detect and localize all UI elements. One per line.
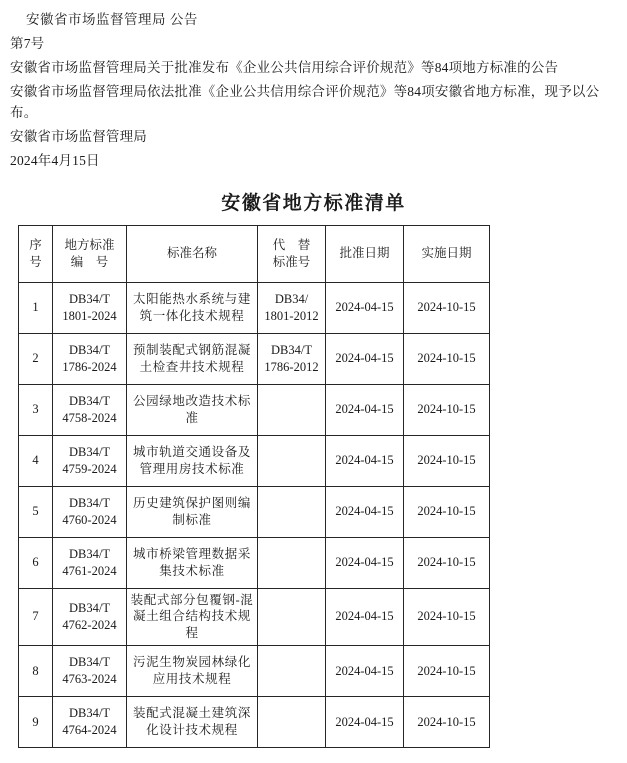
cell-seq: 4 bbox=[19, 435, 53, 486]
notice-body: 安徽省市场监督管理局依法批准《企业公共信用综合评价规范》等84项安徽省地方标准，现予以公布。 bbox=[10, 83, 600, 120]
cell-seq: 7 bbox=[19, 588, 53, 646]
cell-code bbox=[53, 646, 127, 697]
cell-alt-code bbox=[258, 697, 326, 748]
cell-code-line2: 4758-2024 bbox=[62, 410, 117, 425]
cell-impl-date: 2024-10-15 bbox=[404, 646, 490, 697]
table-row bbox=[19, 435, 490, 486]
cell-code-line1: DB34/T bbox=[69, 342, 110, 357]
cell-approve-date: 2024-04-15 bbox=[326, 333, 404, 384]
column-header-alt-line1: 代 替 bbox=[272, 237, 311, 252]
column-header-code-line2: 编 号 bbox=[70, 254, 109, 269]
cell-alt-code bbox=[258, 537, 326, 588]
cell-code-line2: 4759-2024 bbox=[62, 461, 117, 476]
notice-number: 第7号 bbox=[10, 36, 45, 51]
cell-approve-date: 2024-04-15 bbox=[326, 646, 404, 697]
cell-code-line2: 4760-2024 bbox=[62, 512, 117, 527]
cell-seq: 9 bbox=[19, 697, 53, 748]
cell-approve-date: 2024-04-15 bbox=[326, 384, 404, 435]
cell-impl-date: 2024-10-15 bbox=[404, 486, 490, 537]
table-row bbox=[19, 282, 490, 333]
agency-notice-line: 安徽省市场监督管理局 公告 bbox=[26, 12, 198, 27]
cell-impl-date: 2024-10-15 bbox=[404, 282, 490, 333]
cell-code-line2: 4763-2024 bbox=[62, 672, 117, 687]
cell-standard-name: 太阳能热水系统与建筑一体化技术规程 bbox=[127, 282, 258, 333]
cell-code-line2: 1786-2024 bbox=[62, 359, 117, 374]
cell-alt-code-line1: DB34/T bbox=[271, 342, 312, 357]
table-row bbox=[19, 333, 490, 384]
column-header-seq bbox=[19, 225, 53, 282]
cell-code bbox=[53, 588, 127, 646]
column-header-alt-line2: 标准号 bbox=[272, 254, 311, 269]
cell-code-line1: DB34/T bbox=[69, 600, 110, 615]
cell-standard-name: 城市桥梁管理数据采集技术标准 bbox=[127, 537, 258, 588]
cell-code-line1: DB34/T bbox=[69, 655, 110, 670]
column-header-alt bbox=[258, 225, 326, 282]
column-header-name bbox=[127, 225, 258, 282]
cell-seq: 5 bbox=[19, 486, 53, 537]
cell-alt-code bbox=[258, 486, 326, 537]
column-header-approve-date-line1: 批准日期 bbox=[339, 246, 390, 261]
table-row bbox=[19, 588, 490, 646]
cell-approve-date: 2024-04-15 bbox=[326, 282, 404, 333]
cell-code-line1: DB34/T bbox=[69, 495, 110, 510]
cell-alt-code-line2: 1801-2012 bbox=[264, 308, 319, 323]
table-row bbox=[19, 486, 490, 537]
cell-code-line2: 4761-2024 bbox=[62, 563, 117, 578]
cell-approve-date: 2024-04-15 bbox=[326, 435, 404, 486]
cell-code bbox=[53, 486, 127, 537]
cell-impl-date: 2024-10-15 bbox=[404, 384, 490, 435]
cell-code-line1: DB34/T bbox=[69, 393, 110, 408]
cell-code-line1: DB34/T bbox=[69, 291, 110, 306]
cell-seq: 6 bbox=[19, 537, 53, 588]
cell-code-line2: 4762-2024 bbox=[62, 617, 117, 632]
cell-code bbox=[53, 697, 127, 748]
standards-table bbox=[18, 225, 490, 749]
cell-standard-name: 装配式混凝土建筑深化设计技术规程 bbox=[127, 697, 258, 748]
cell-code-line2: 1801-2024 bbox=[62, 308, 117, 323]
notice-issuer: 安徽省市场监督管理局 bbox=[10, 128, 147, 144]
notice-subject: 安徽省市场监督管理局关于批准发布《企业公共信用综合评价规范》等84项地方标准的公告 bbox=[10, 59, 559, 75]
column-header-code-line1: 地方标准 bbox=[64, 237, 115, 252]
cell-alt-code bbox=[258, 282, 326, 333]
table-row bbox=[19, 697, 490, 748]
cell-approve-date: 2024-04-15 bbox=[326, 697, 404, 748]
cell-approve-date: 2024-04-15 bbox=[326, 537, 404, 588]
cell-code bbox=[53, 435, 127, 486]
cell-code-line1: DB34/T bbox=[69, 546, 110, 561]
notice-date: 2024年4月15日 bbox=[10, 152, 100, 168]
cell-code-line2: 4764-2024 bbox=[62, 723, 117, 738]
column-header-code bbox=[53, 225, 127, 282]
cell-alt-code bbox=[258, 384, 326, 435]
cell-seq: 2 bbox=[19, 333, 53, 384]
column-header-impl-date bbox=[404, 225, 490, 282]
page-title: 安徽省地方标准清单 bbox=[221, 192, 406, 214]
cell-code bbox=[53, 384, 127, 435]
cell-code bbox=[53, 333, 127, 384]
cell-standard-name: 城市轨道交通设备及管理用房技术标准 bbox=[127, 435, 258, 486]
table-row bbox=[19, 537, 490, 588]
cell-code-line1: DB34/T bbox=[69, 444, 110, 459]
cell-standard-name: 历史建筑保护图则编制标准 bbox=[127, 486, 258, 537]
cell-standard-name: 公园绿地改造技术标准 bbox=[127, 384, 258, 435]
column-header-name-line1: 标准名称 bbox=[166, 246, 217, 261]
cell-alt-code bbox=[258, 435, 326, 486]
table-row bbox=[19, 646, 490, 697]
cell-standard-name: 预制装配式钢筋混凝土检查井技术规程 bbox=[127, 333, 258, 384]
cell-seq: 1 bbox=[19, 282, 53, 333]
column-header-approve-date bbox=[326, 225, 404, 282]
column-header-impl-date-line1: 实施日期 bbox=[421, 246, 472, 261]
cell-alt-code-line1: DB34/ bbox=[274, 291, 309, 306]
column-header-seq-line1: 序 bbox=[29, 237, 42, 252]
cell-impl-date: 2024-10-15 bbox=[404, 435, 490, 486]
cell-alt-code bbox=[258, 588, 326, 646]
cell-approve-date: 2024-04-15 bbox=[326, 588, 404, 646]
cell-impl-date: 2024-10-15 bbox=[404, 697, 490, 748]
cell-alt-code bbox=[258, 646, 326, 697]
cell-standard-name: 装配式部分包覆钢-混凝土组合结构技术规程 bbox=[127, 588, 258, 646]
cell-impl-date: 2024-10-15 bbox=[404, 333, 490, 384]
cell-approve-date: 2024-04-15 bbox=[326, 486, 404, 537]
cell-alt-code-line2: 1786-2012 bbox=[264, 359, 319, 374]
column-header-seq-line2: 号 bbox=[29, 254, 42, 269]
table-header-row bbox=[19, 225, 490, 282]
cell-impl-date: 2024-10-15 bbox=[404, 588, 490, 646]
cell-code-line1: DB34/T bbox=[69, 706, 110, 721]
cell-seq: 8 bbox=[19, 646, 53, 697]
cell-standard-name: 污泥生物炭园林绿化应用技术规程 bbox=[127, 646, 258, 697]
cell-code bbox=[53, 537, 127, 588]
cell-alt-code bbox=[258, 333, 326, 384]
cell-seq: 3 bbox=[19, 384, 53, 435]
cell-code bbox=[53, 282, 127, 333]
cell-impl-date: 2024-10-15 bbox=[404, 537, 490, 588]
table-row bbox=[19, 384, 490, 435]
